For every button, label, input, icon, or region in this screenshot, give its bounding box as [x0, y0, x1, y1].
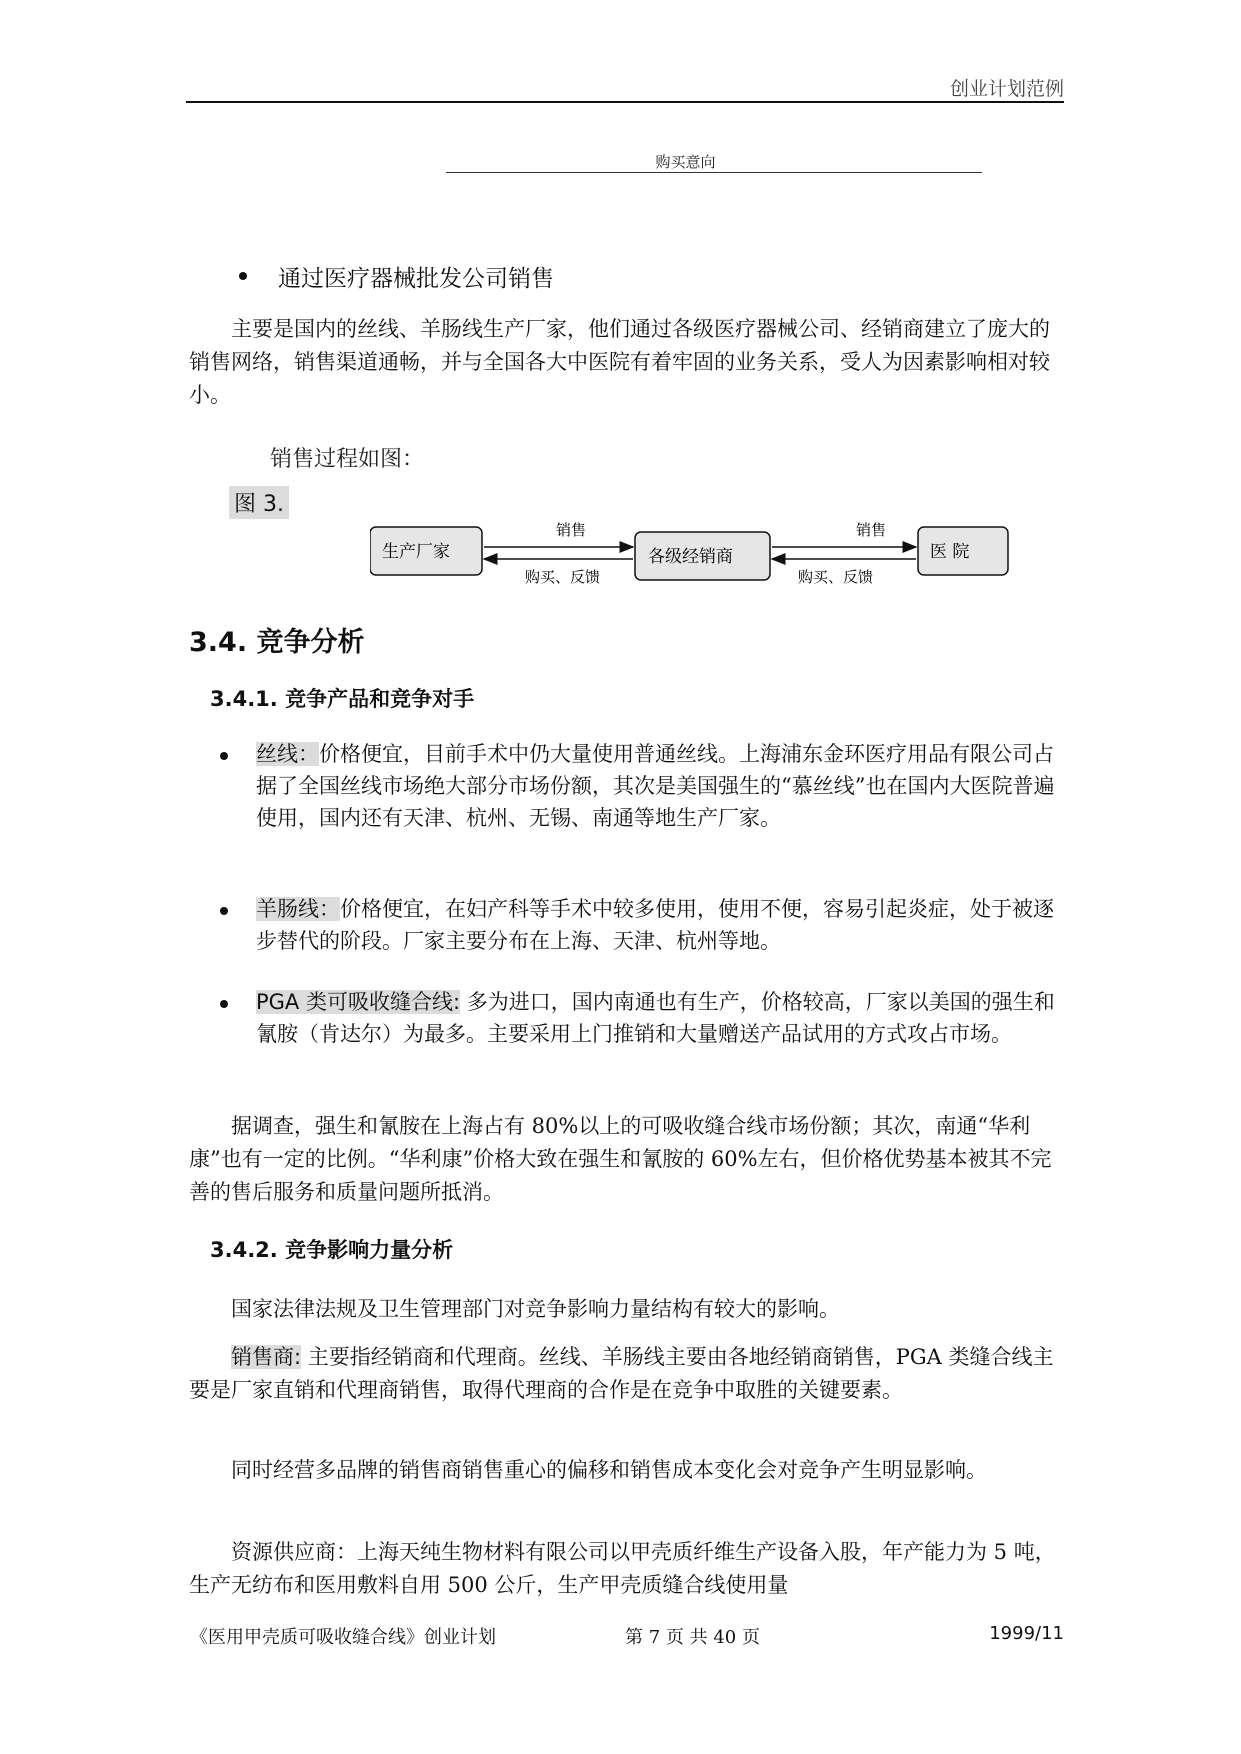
header-title: 创业计划范例 [949, 78, 1064, 100]
bullet-dot [220, 907, 228, 915]
competitor-name: 丝线： [256, 742, 319, 766]
competitor-item-catgut [256, 893, 1061, 957]
influence-intro: 国家法律法规及卫生管理部门对竞争影响力量结构有较大的影响。 [231, 1297, 840, 1321]
footer-date: 1999/11 [989, 1623, 1064, 1644]
caption-divider [446, 172, 982, 173]
wholesale-paragraph: 主要是国内的丝线、羊肠线生产厂家，他们通过各级医疗器械公司、经销商建立了庞大的销售网络，销售渠道通畅，并与全国各大中医院有着牢固的业务关系，受人为因素影响相对较小。 [189, 317, 1050, 407]
bullet-dot [239, 272, 247, 280]
competitor-item-silk [256, 738, 1061, 834]
arrow-feedback-2-label: 购买、反馈 [798, 568, 874, 586]
arrow-feedback-1-label: 购买、反馈 [525, 568, 601, 586]
wholesale-channel-label: 通过医疗器械批发公司销售 [278, 266, 554, 292]
multi-brand-paragraph: 同时经营多品牌的销售商销售重心的偏移和销售成本变化会对竞争产生明显影响。 [231, 1458, 987, 1482]
competitor-item-pga [256, 986, 1061, 1050]
flow-intro: 销售过程如图： [270, 447, 425, 472]
subsection-heading-2: 3.4.2. 竞争影响力量分析 [210, 1238, 454, 1262]
arrow-sell-1-label: 销售 [556, 521, 587, 539]
node-hospital-label: 医 院 [930, 542, 970, 562]
purchase-intent-caption: 购买意向 [655, 153, 716, 171]
competitor-text: 价格便宜，目前手术中仍大量使用普通丝线。上海浦东金环医疗用品有限公司占据了全国丝线市场绝大部分市场份额，其次是美国强生的“慕丝线”也在国内大医院普遍使用，国内还有天津、杭州、无锡、南通等地生产厂家。 [256, 742, 1055, 830]
node-distributor-label: 各级经销商 [648, 547, 733, 567]
subsection-heading-1: 3.4.1. 竞争产品和竞争对手 [210, 687, 475, 711]
bullet-dot [220, 752, 228, 760]
competitor-name: PGA 类可吸收缝合线: [256, 990, 461, 1014]
arrow-sell-2-label: 销售 [856, 521, 887, 539]
sales-flow-diagram [370, 515, 1020, 595]
competitor-text: 多为进口，国内南通也有生产，价格较高，厂家以美国的强生和氰胺（肯达尔）为最多。主要采用上门推销和大量赠送产品试用的方式攻占市场。 [256, 990, 1055, 1046]
footer-page-number: 第 7 页 共 40 页 [625, 1627, 760, 1648]
supplier-paragraph: 资源供应商：上海天纯生物材料有限公司以甲壳质纤维生产设备入股，年产能力为 5 吨，生产无纺布和医用敷料自用 500 公斤，生产甲壳质缝合线使用量 [189, 1540, 1056, 1597]
footer-doc-title: 《医用甲壳质可吸收缝合线》创业计划 [190, 1627, 496, 1648]
section-heading: 3.4. 竞争分析 [189, 627, 365, 658]
figure-label: 图 3. [229, 486, 289, 519]
sellers-paragraph [189, 1341, 1061, 1407]
bullet-dot [220, 1000, 228, 1008]
sellers-text: 主要指经销商和代理商。丝线、羊肠线主要由各地经销商销售，PGA 类缝合线主要是厂家直销和代理商销售，取得代理商的合作是在竞争中取胜的关键要素。 [189, 1345, 1054, 1402]
node-manufacturer-label: 生产厂家 [382, 542, 450, 562]
sellers-label: 销售商: [231, 1345, 302, 1369]
survey-paragraph: 据调查，强生和氰胺在上海占有 80%以上的可吸收缝合线市场份额；其次，南通“华利康”也有一定的比例。“华利康”价格大致在强生和氰胺的 60%左右，但价格优势基本被其不完善的售后服务和质量问题所抵消。 [189, 1114, 1052, 1204]
competitor-name: 羊肠线： [256, 897, 340, 921]
header-divider [186, 101, 1064, 103]
competitor-text: 价格便宜，在妇产科等手术中较多使用，使用不便，容易引起炎症，处于被逐步替代的阶段。厂家主要分布在上海、天津、杭州等地。 [256, 897, 1054, 953]
